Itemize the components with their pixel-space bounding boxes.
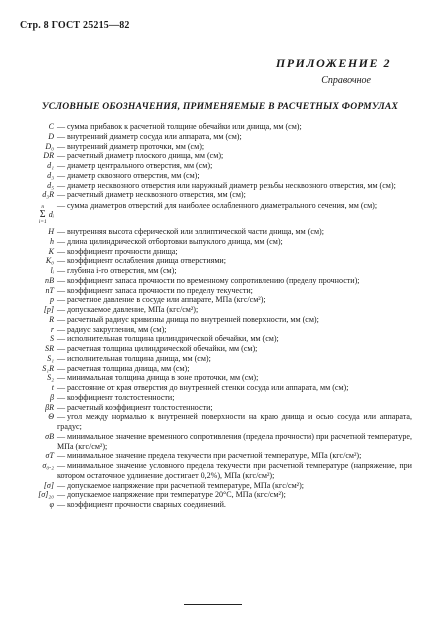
definition-text: расчетный диаметр плоского днища, мм (см); <box>67 151 224 161</box>
definition-row: σT — минимальное значение предела текучести при расчетной температуре, МПа (кгс/см²); <box>0 451 427 461</box>
definition-symbol: σB <box>45 431 54 441</box>
definition-text: угол между нормалью к внутренней поверхности на краю днища и осью сосуда или аппарата, градус; <box>57 412 412 431</box>
definition-symbol: [σ] <box>43 480 54 490</box>
definition-text: минимальное значение условного предела текучести при расчетной температуре (напряжение, при котором остаточное удлинение достигает 0,2%), МПа (кгс/см²); <box>57 461 412 480</box>
definition-row: r — радиус закругления, мм (см); <box>0 325 427 335</box>
definition-symbol: σT <box>45 451 54 461</box>
definition-symbol: d₅ <box>47 180 54 190</box>
definition-row: K₀ — коэффициент ослабления днища отверстиями; <box>0 256 427 266</box>
definition-row: h — длина цилиндрической отбортовки выпуклого днища, мм (см); <box>0 237 427 247</box>
definition-text: внутренний диаметр проточки, мм (см); <box>67 141 205 151</box>
definition-row: S₁ — исполнительная толщина днища, мм (см); <box>0 354 427 364</box>
definition-text: коэффициент ослабления днища отверстиями; <box>67 256 226 266</box>
summation-lower-limit: i=1 <box>38 219 47 225</box>
definition-symbol: d₃R <box>42 190 54 200</box>
definition-text: допускаемое давление, МПа (кгс/см²); <box>67 305 199 314</box>
definition-symbol: DR <box>43 151 54 161</box>
definition-text: минимальное значение предела текучести при расчетной температуре, МПа (кгс/см²); <box>67 451 362 461</box>
definition-symbol: lᵢ <box>50 266 54 275</box>
definition-row: βR — расчетный коэффициент толстостенности; <box>0 403 427 413</box>
definition-symbol: βR <box>45 402 54 412</box>
definition-symbol: [σ]₂₀ <box>38 490 54 500</box>
definition-text: расчетный радиус кривизны днища по внутренней поверхности, мм (см); <box>67 314 319 324</box>
definition-text: расчетный диаметр несквозного отверстия, мм (см); <box>67 190 246 200</box>
definition-row: n Σ i=1 dᵢ — сумма диаметров отверстий для наиболее ослабленного диаметрального сечения, мм (см); <box>38 201 378 225</box>
definition-symbol: SR <box>45 344 54 353</box>
definition-symbol: nT <box>45 285 54 295</box>
definition-symbol: t <box>51 383 54 392</box>
section-title: УСЛОВНЫЕ ОБОЗНАЧЕНИЯ, ПРИМЕНЯЕМЫЕ В РАСЧЕТНЫХ ФОРМУЛАХ <box>41 101 399 112</box>
definition-symbol: β <box>49 392 54 402</box>
definition-symbol: σ₀.₂ <box>42 461 54 470</box>
definition-row: [p] — допускаемое давление, МПа (кгс/см²); <box>0 305 427 315</box>
definition-text: диаметр центрального отверстия, мм (см); <box>67 161 213 170</box>
definition-symbol: D₀ <box>45 141 54 151</box>
definition-symbol: K <box>48 246 54 256</box>
definition-row: d₃ — диаметр сквозного отверстия, мм (см); <box>0 171 427 181</box>
definition-text: исполнительная толщина цилиндрической обечайки, мм (см); <box>67 334 279 344</box>
definition-text: коэффициент прочности сварных соединений. <box>67 500 226 509</box>
definition-row: nT — коэффициент запаса прочности по пределу текучести; <box>0 286 427 296</box>
definition-text: допускаемое напряжение при расчетной температуре, МПа (кгс/см²); <box>67 480 304 490</box>
definition-row: φ — коэффициент прочности сварных соединений. <box>0 500 427 510</box>
definition-row: Θ — угол между нормалью к внутренней поверхности на краю днища и осью сосуда или аппарата, градус; <box>0 412 427 432</box>
definition-row: S₁R — расчетная толщина днища, мм (см); <box>0 364 427 374</box>
definition-text: внутренний диаметр сосуда или аппарата, мм (см); <box>67 131 242 141</box>
definition-row: p — расчетное давление в сосуде или аппарате, МПа (кгс/см²); <box>0 295 427 305</box>
definition-symbol: nB <box>45 275 54 285</box>
definition-symbol: H <box>48 227 54 236</box>
definition-symbol: S₁ <box>47 353 54 363</box>
definition-symbol: D <box>48 131 54 141</box>
definition-row: σB — минимальное значение временного сопротивления (предела прочности) при расчетной температуре, МПа (кгс/см²); <box>0 432 427 452</box>
definition-symbol: S <box>49 334 54 344</box>
page-header: Стр. 8 ГОСТ 25215—82 <box>20 20 130 31</box>
definition-text: расчетное давление в сосуде или аппарате, МПа (кгс/см²); <box>67 295 266 305</box>
definition-text: сумма диаметров отверстий для наиболее ослабленного диаметрального сечения, мм (см); <box>67 201 378 210</box>
definition-text: расчетный коэффициент толстостенности; <box>67 402 213 412</box>
appendix-title: ПРИЛОЖЕНИЕ 2 <box>275 56 391 70</box>
definition-text: исполнительная толщина днища, мм (см); <box>67 353 211 363</box>
definition-text: коэффициент запаса прочности по временному сопротивлению (пределу прочности); <box>67 275 360 285</box>
definition-symbol: r <box>50 324 54 334</box>
definition-row: D — внутренний диаметр сосуда или аппарата, мм (см); <box>0 132 427 142</box>
definition-row: d₁ — диаметр центрального отверстия, мм (см); <box>0 161 427 171</box>
definition-row: S₂ — минимальная толщина днища в зоне проточки, мм (см); <box>0 373 427 383</box>
definition-text: глубина i-го отверстия, мм (см); <box>67 266 177 275</box>
definition-text: коэффициент прочности днища; <box>67 246 178 256</box>
definition-symbol: [p] <box>43 305 54 314</box>
definition-symbol: C <box>48 122 54 131</box>
summation-upper-limit: n <box>41 204 45 210</box>
definition-symbol: d₃ <box>47 170 54 180</box>
definition-row: R — расчетный радиус кривизны днища по внутренней поверхности, мм (см); <box>0 315 427 325</box>
definition-symbol: p <box>49 295 54 305</box>
definition-text: сумма прибавок к расчетной толщине обечайки или днища, мм (см); <box>67 122 302 131</box>
definition-symbol: S₁R <box>42 363 54 373</box>
definition-text: диаметр несквозного отверстия или наружный диаметр резьбы несквозного отверстия, мм (см); <box>67 180 396 190</box>
definition-text: расчетная толщина цилиндрической обечайки, мм (см); <box>67 344 258 353</box>
end-divider <box>184 604 242 605</box>
definition-text: допускаемое напряжение при температуре 20°С, МПа (кгс/см²); <box>67 490 286 500</box>
definitions-list <box>0 122 427 510</box>
definition-symbol: K₀ <box>45 256 54 266</box>
appendix-reference: Справочное <box>321 75 371 86</box>
summation-sigma-icon: Σ <box>39 209 46 220</box>
definition-text: минимальная толщина днища в зоне проточки, мм (см); <box>67 373 259 383</box>
definition-row: SR — расчетная толщина цилиндрической обечайки, мм (см); <box>0 344 427 354</box>
definition-row: H — внутренняя высота сферической или эллиптической части днища, мм (см); <box>0 227 427 237</box>
definition-text: минимальное значение временного сопротивления (предела прочности) при расчетной температуре, МПа (кгс/см²); <box>57 431 412 451</box>
definition-text: радиус закругления, мм (см); <box>67 324 167 334</box>
definition-row: K — коэффициент прочности днища; <box>0 247 427 257</box>
definition-symbol: φ <box>49 500 54 509</box>
definition-row: t — расстояние от края отверстия до внутренней стенки сосуда или аппарата, мм (см); <box>0 383 427 393</box>
definition-row: σ₀.₂ — минимальное значение условного предела текучести при расчетной температуре (напряжение, при котором остаточное удлинение достигает 0,2%), МПа (кгс/см²); <box>0 461 427 481</box>
definition-symbol: d₁ <box>47 161 54 170</box>
definition-symbol: S₂ <box>47 373 54 383</box>
definition-symbol: Θ <box>48 412 54 422</box>
definition-text: расчетная толщина днища, мм (см); <box>67 363 190 373</box>
definition-text: коэффициент толстостенности; <box>67 392 175 402</box>
definition-row: nB — коэффициент запаса прочности по временному сопротивлению (пределу прочности); <box>0 276 427 286</box>
definition-row: D₀ — внутренний диаметр проточки, мм (см); <box>0 142 427 152</box>
definition-text: длина цилиндрической отбортовки выпуклого днища, мм (см); <box>67 236 283 246</box>
definition-row: β — коэффициент толстостенности; <box>0 393 427 403</box>
definition-row: DR — расчетный диаметр плоского днища, мм (см); <box>0 151 427 161</box>
definition-row: d₅ — диаметр несквозного отверстия или наружный диаметр резьбы несквозного отверстия, мм (см); <box>0 181 427 191</box>
definition-text: диаметр сквозного отверстия, мм (см); <box>67 170 200 180</box>
definition-row: lᵢ — глубина i-го отверстия, мм (см); <box>0 266 427 276</box>
definition-symbol: R <box>49 314 54 324</box>
definition-text: расстояние от края отверстия до внутренней стенки сосуда или аппарата, мм (см); <box>67 383 349 392</box>
summation-symbol <box>39 204 54 225</box>
definition-row: [σ] — допускаемое напряжение при расчетной температуре, МПа (кгс/см²); <box>0 481 427 491</box>
definition-row: d₃R — расчетный диаметр несквозного отверстия, мм (см); <box>0 190 427 200</box>
definition-row: [σ]₂₀ — допускаемое напряжение при температуре 20°С, МПа (кгс/см²); <box>0 490 427 500</box>
definition-text: внутренняя высота сферической или эллиптической части днища, мм (см); <box>67 227 324 236</box>
summation-term: dᵢ <box>48 209 54 219</box>
definition-row: C — сумма прибавок к расчетной толщине обечайки или днища, мм (см); <box>0 122 427 132</box>
definition-row: S — исполнительная толщина цилиндрической обечайки, мм (см); <box>0 334 427 344</box>
definition-text: коэффициент запаса прочности по пределу текучести; <box>67 285 253 295</box>
definition-symbol: h <box>49 236 54 246</box>
